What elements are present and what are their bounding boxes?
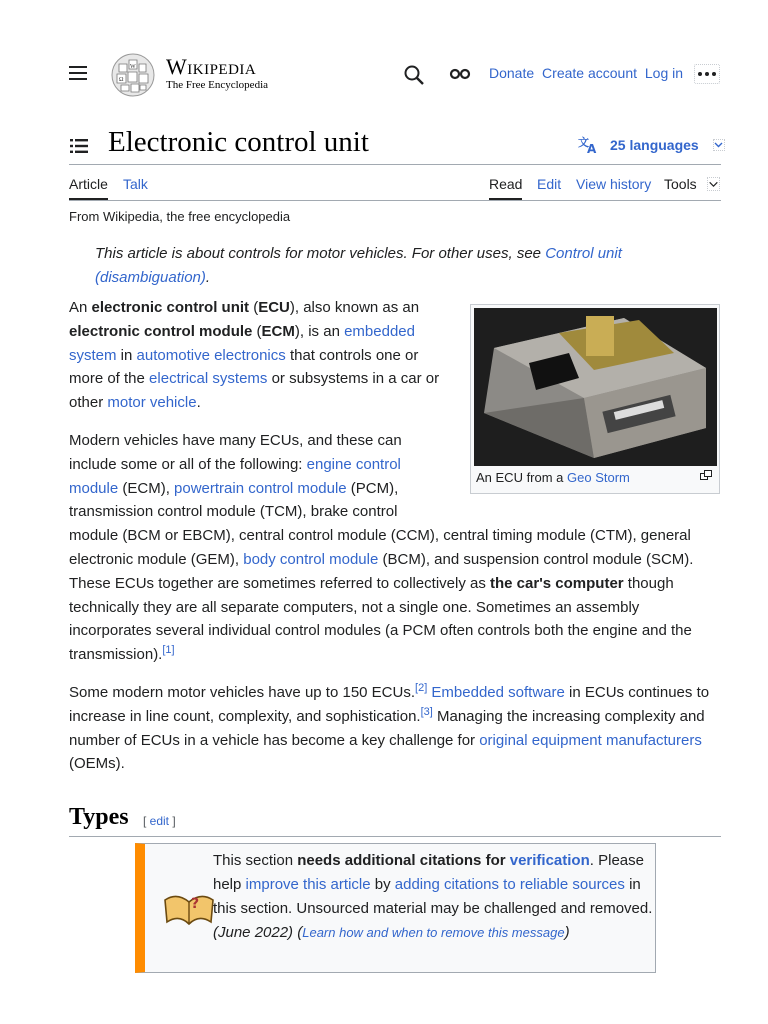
p1-text: ), is an <box>294 322 345 340</box>
p1-text: . <box>196 394 201 412</box>
p2-bold: the car's computer <box>490 574 624 592</box>
intro-paragraph <box>69 296 444 415</box>
wikipedia-globe-logo[interactable] <box>109 52 157 98</box>
notice-bold: needs additional citations for <box>297 852 510 869</box>
notice-text-part: ( <box>293 924 303 941</box>
site-header <box>69 50 721 98</box>
embedded-software-link[interactable]: Embedded software <box>431 684 565 701</box>
hatnote-end: . <box>205 269 211 286</box>
oem-link[interactable]: original equipment manufacturers <box>479 731 702 749</box>
main-menu-icon[interactable] <box>69 66 89 82</box>
body-control-module-link[interactable]: body control module <box>243 550 379 568</box>
p3-text: Managing the increasing complexity and number of ECUs in a vehicle has become a key challenge for <box>69 707 705 749</box>
hatnote-text: This article is about controls for motor vehicles. For other uses, see <box>95 245 546 262</box>
p3-text: Some modern motor vehicles have up to 150 ECUs. <box>69 684 416 701</box>
adding-citations-link[interactable]: adding citations to reliable sources <box>394 876 625 893</box>
p2-text: module (BCM or EBCM), central control module (CCM), central timing module (CTM), general electronic module (GEM), <box>69 527 691 568</box>
section-heading-types: Types <box>69 804 129 830</box>
wordmark-tagline: The Free Encyclopedia <box>166 79 269 91</box>
electrical-systems-link[interactable]: electrical systems <box>149 370 268 388</box>
search-icon[interactable] <box>403 64 425 86</box>
verification-link[interactable]: verification <box>509 852 590 869</box>
svg-text:A: A <box>587 142 597 154</box>
reference-2[interactable]: [2] <box>415 682 428 694</box>
edit-bracket-close: ] <box>169 814 176 828</box>
p2-text: (BCM), and suspension control module (SCM). These ECUs together are sometimes referred to collectively as <box>69 550 694 592</box>
p1-text: ( <box>252 322 262 340</box>
p2-text: (ECM), <box>118 479 175 497</box>
notice-text-part: ) <box>564 924 570 941</box>
p1-bold: electronic control module <box>69 322 253 340</box>
languages-label: 25 languages <box>610 137 699 153</box>
notice-text-part: by <box>370 876 395 893</box>
tab-article[interactable]: Article <box>69 176 108 200</box>
svg-text:Ω: Ω <box>119 77 124 83</box>
svg-text:W: W <box>130 64 136 70</box>
automotive-electronics-link[interactable]: automotive electronics <box>136 346 286 364</box>
notice-text-part: in this section. Unsourced material may be challenged and removed. <box>213 876 653 917</box>
geo-storm-link[interactable]: Geo Storm <box>567 470 630 485</box>
create-account-link[interactable]: Create account <box>542 65 637 81</box>
p1-text: ), also known as an <box>289 299 420 316</box>
edit-section-link[interactable]: edit <box>149 814 170 828</box>
motor-vehicle-link[interactable]: motor vehicle <box>107 394 197 412</box>
notice-text-part: . Please help <box>213 852 644 893</box>
notice-text <box>213 849 653 945</box>
book-question-icon <box>163 886 215 928</box>
ecu-types-paragraph <box>69 429 721 667</box>
notice-date: (June 2022) <box>213 924 294 941</box>
languages-button[interactable] <box>578 136 725 154</box>
tab-view-history[interactable]: View history <box>576 176 652 192</box>
p1-text: or subsystems in a car or other <box>69 370 440 412</box>
reference-3[interactable]: [3] <box>420 705 433 718</box>
p1-text: in <box>116 346 137 364</box>
translate-icon <box>578 136 600 154</box>
p1-text: ( <box>249 299 259 316</box>
ecu-count-paragraph <box>69 681 721 776</box>
citation-needed-notice <box>135 843 656 973</box>
page-tabs <box>69 176 721 200</box>
svg-text:文: 文 <box>578 136 589 149</box>
tab-tools[interactable]: Tools <box>664 176 697 192</box>
tools-chevron-down-icon[interactable] <box>707 177 720 191</box>
page-title: Electronic control unit <box>108 126 369 158</box>
site-subtitle: From Wikipedia, the free encyclopedia <box>69 209 291 224</box>
svg-text:?: ? <box>191 896 200 912</box>
p3-text: (OEMs). <box>69 755 125 773</box>
tab-read[interactable]: Read <box>489 176 522 200</box>
improve-article-link[interactable]: improve this article <box>245 876 371 893</box>
learn-remove-message-link[interactable]: Learn how and when to remove this message <box>302 925 565 940</box>
user-links <box>489 65 687 81</box>
tab-talk[interactable]: Talk <box>123 176 148 192</box>
notice-text-part: This section <box>213 852 298 869</box>
engine-control-module-link[interactable]: engine control module <box>69 455 401 497</box>
tabs-divider <box>69 200 721 201</box>
hatnote <box>95 242 695 290</box>
embedded-system-link[interactable]: embedded system <box>69 322 415 364</box>
title-divider <box>69 164 721 165</box>
tab-edit[interactable]: Edit <box>537 176 562 192</box>
section-edit <box>143 814 176 828</box>
wikipedia-wordmark[interactable] <box>166 56 268 91</box>
caption-text: An ECU from a <box>476 470 568 485</box>
p3-text: in ECUs continues to increase in line count, complexity, and sophistication. <box>69 684 710 725</box>
p1-bold: ECU <box>258 299 290 316</box>
donate-link[interactable]: Donate <box>489 65 535 81</box>
powertrain-control-module-link[interactable]: powertrain control module <box>174 479 347 497</box>
p1-bold: electronic control unit <box>91 299 250 316</box>
p2-text: (PCM), transmission control module (TCM), brake control <box>69 479 399 521</box>
p1-bold: ECM <box>261 322 295 340</box>
p2-text: though technically they are all separate computers, not a single one. Sometimes an assembly incorporates several individual control modules (a PCM often controls both the engine and the transmission). <box>69 574 692 664</box>
log-in-link[interactable]: Log in <box>644 65 684 81</box>
p2-continued <box>69 524 721 667</box>
p1-text: An <box>69 299 92 316</box>
disambiguation-link[interactable]: Control unit (disambiguation) <box>95 245 622 286</box>
section-divider <box>69 836 721 837</box>
table-of-contents-icon[interactable] <box>70 138 88 154</box>
appearance-infinity-icon[interactable] <box>449 66 471 82</box>
wordmark-title: Wikipedia <box>166 54 257 79</box>
p1-text: that controls one or more of the <box>69 346 419 388</box>
p2-text: Modern vehicles have many ECUs, and these can include some or all of the following: <box>69 432 402 473</box>
more-options-icon[interactable] <box>694 64 720 84</box>
reference-1[interactable]: [1] <box>162 644 175 657</box>
chevron-down-icon <box>713 139 725 151</box>
edit-bracket-open: [ <box>143 814 150 828</box>
